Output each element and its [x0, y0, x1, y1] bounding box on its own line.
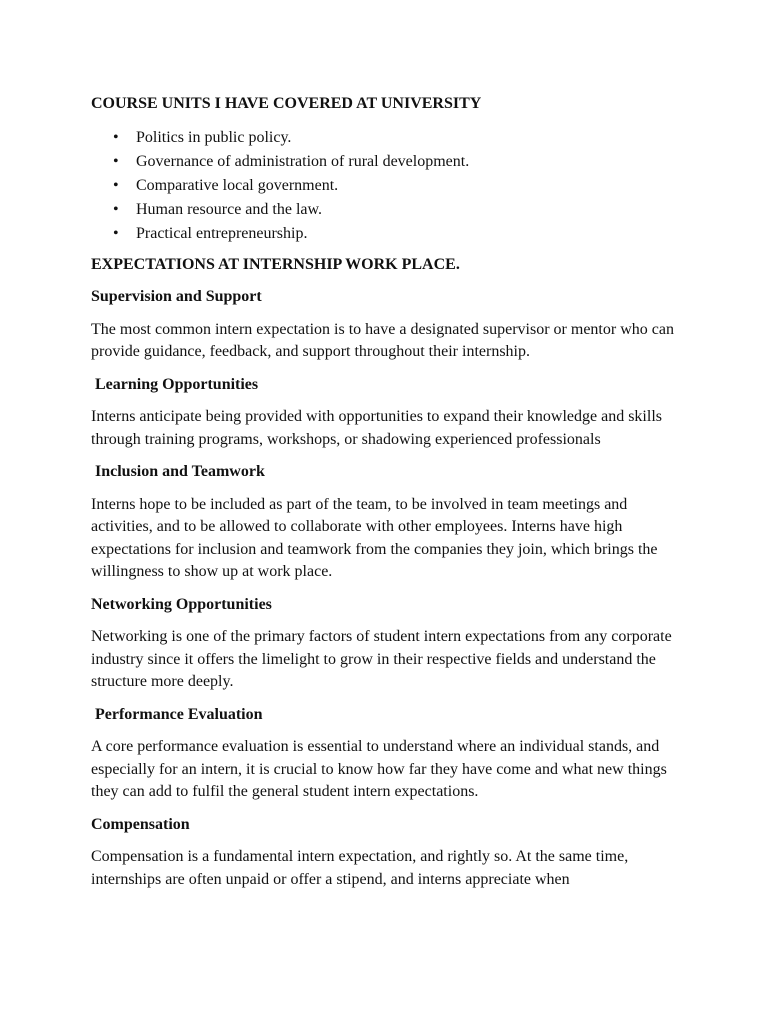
- bullet-icon: •: [113, 200, 119, 218]
- section-body-learning: Interns anticipate being provided with opportunities to expand their knowledge and skills through training programs, workshops, or shadowing experienced professionals: [91, 408, 662, 448]
- expectations-title: EXPECTATIONS AT INTERNSHIP WORK PLACE.: [91, 255, 460, 273]
- document-page: [91, 93, 691, 901]
- section-body-compensation: Compensation is a fundamental intern expectation, and rightly so. At the same time, internships are often unpaid or offer a stipend, and interns appreciate when: [91, 848, 629, 888]
- course-item-text: Politics in public policy.: [136, 128, 292, 146]
- section-heading-networking: Networking Opportunities: [91, 595, 272, 613]
- course-item-text: Comparative local government.: [136, 176, 339, 194]
- list-item: [91, 198, 691, 222]
- section-heading-compensation: Compensation: [91, 815, 190, 833]
- bullet-icon: •: [113, 152, 119, 170]
- section-body-supervision: The most common intern expectation is to have a designated supervisor or mentor who can provide guidance, feedback, and support throughout their internship.: [91, 320, 674, 360]
- bullet-icon: •: [113, 128, 119, 146]
- section-body-networking: Networking is one of the primary factors of student intern expectations from any corporate industry since it offers the limelight to grow in their respective fields and understand the structure more deeply.: [91, 628, 672, 690]
- section-heading-inclusion: Inclusion and Teamwork: [95, 463, 265, 480]
- list-item: [91, 150, 691, 174]
- bullet-icon: •: [113, 176, 119, 194]
- course-item-text: Practical entrepreneurship.: [136, 224, 308, 242]
- course-units-title: COURSE UNITS I HAVE COVERED AT UNIVERSITY: [91, 95, 482, 112]
- section-heading-performance: Performance Evaluation: [95, 705, 263, 723]
- list-item: [91, 222, 691, 246]
- list-item: [91, 174, 691, 198]
- bullet-icon: •: [113, 224, 119, 242]
- list-item: [91, 126, 691, 150]
- course-item-text: Governance of administration of rural development.: [136, 152, 470, 170]
- course-item-text: Human resource and the law.: [136, 200, 322, 218]
- course-list: [91, 126, 691, 246]
- section-body-inclusion: Interns hope to be included as part of the team, to be involved in team meetings and activities, and to be allowed to collaborate with other employees. Interns have high expectations for inclusion and teamwork from the companies they join, which brings the willingness to show up at work place.: [91, 495, 658, 580]
- section-heading-supervision: Supervision and Support: [91, 288, 262, 305]
- section-body-performance: A core performance evaluation is essential to understand where an individual stands, and especially for an intern, it is crucial to know how far they have come and what new things they can add to fulfil the general student intern expectations.: [91, 738, 667, 800]
- section-heading-learning: Learning Opportunities: [95, 375, 259, 393]
